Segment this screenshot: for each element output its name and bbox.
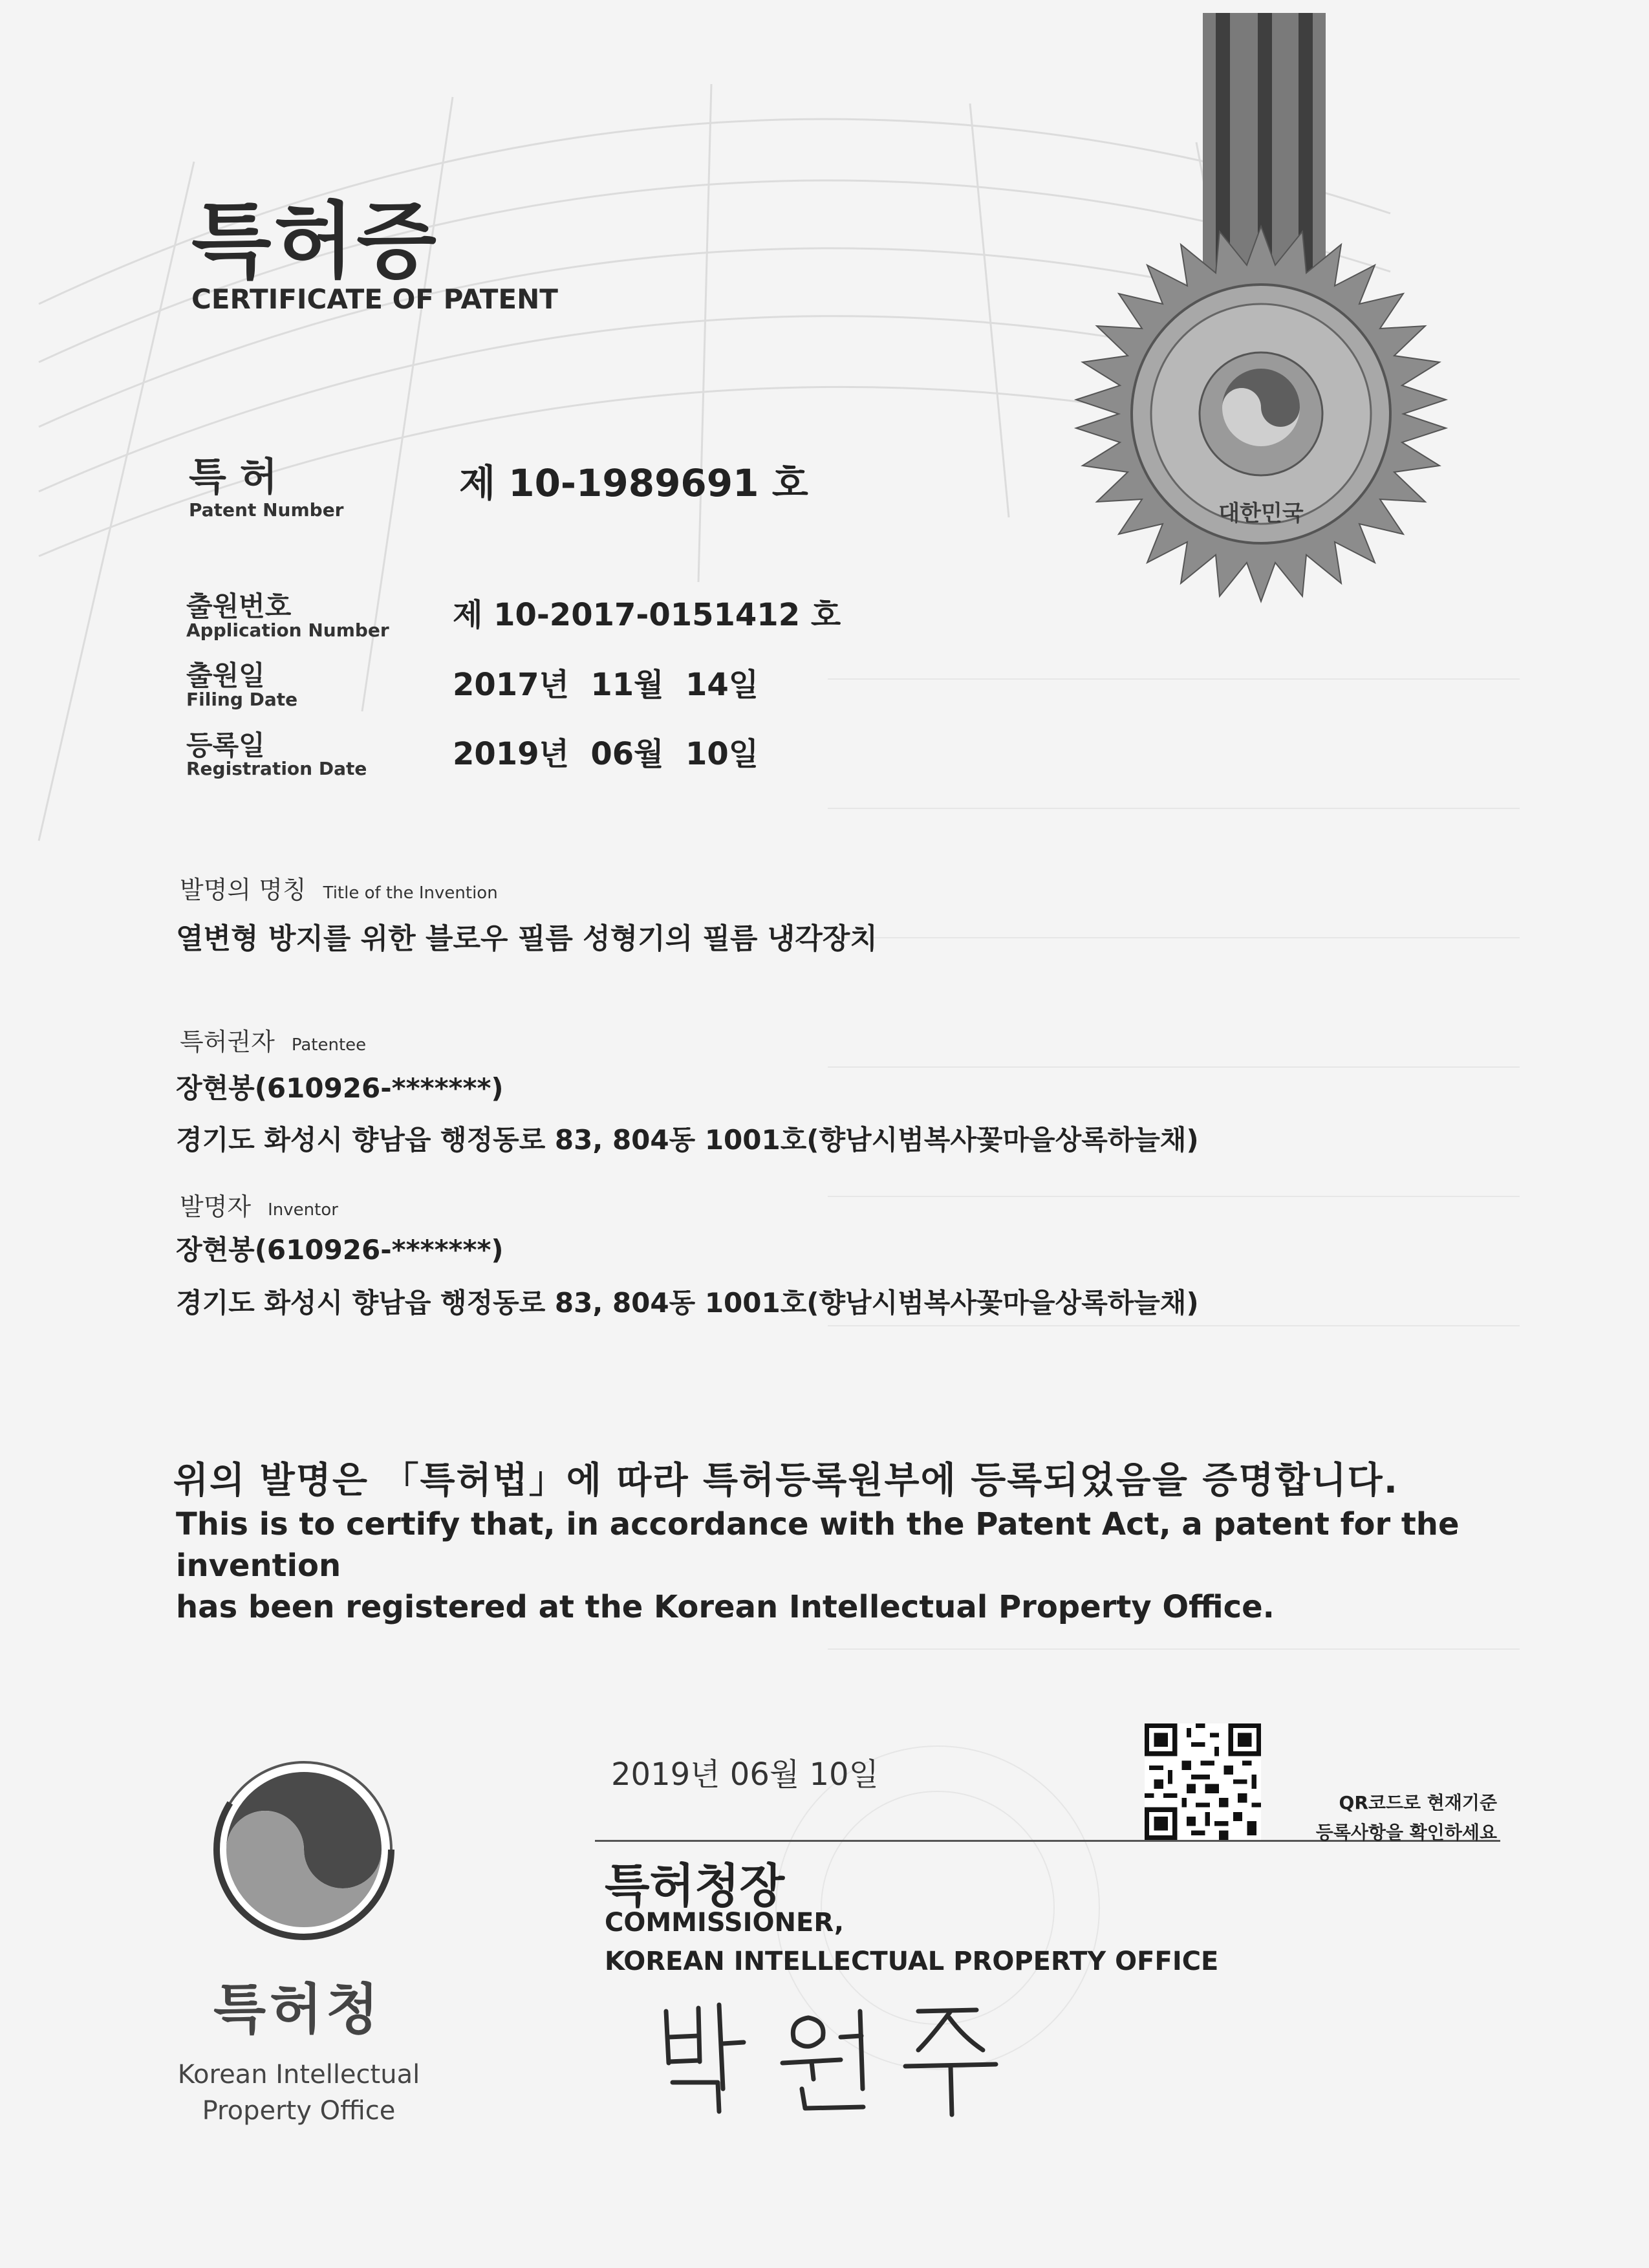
invention-label-ko: 발명의 명칭	[180, 876, 307, 904]
filing-date-value: 2017년 11월 14일	[453, 667, 759, 703]
certification-line-1: This is to certify that, in accordance with the Patent Act, a patent for the invention	[176, 1506, 1460, 1584]
kipo-name-en	[169, 2057, 428, 2129]
patentee-name: 장현봉(610926-*******)	[176, 1072, 504, 1104]
certification-statement-ko: 위의 발명은 「특허법」에 따라 특허등록원부에 등록되었음을 증명합니다.	[173, 1460, 1399, 1502]
certificate-title-en: CERTIFICATE OF PATENT	[191, 283, 558, 315]
qr-instruction	[1284, 1788, 1497, 1848]
filing-date-label-ko: 출원일	[186, 660, 265, 691]
official-seal	[1067, 13, 1455, 608]
invention-title-label	[180, 870, 498, 905]
kipo-name-en-line-2: Property Office	[202, 2096, 396, 2126]
certificate-title-ko: 특허증	[191, 193, 439, 290]
patentee-address: 경기도 화성시 향남읍 행정동로 83, 804동 1001호(향남시범복사꽃마을상록하늘채)	[176, 1124, 1199, 1156]
inventor-label-ko: 발명자	[180, 1193, 252, 1221]
patentee-label-en: Patentee	[291, 1035, 367, 1055]
registration-date-label-ko: 등록일	[186, 729, 265, 761]
kipo-emblem-icon	[213, 1759, 394, 1940]
kipo-name-ko: 특허청	[213, 1978, 383, 2041]
inventor-label	[180, 1187, 338, 1222]
invention-label-en: Title of the Invention	[323, 883, 498, 903]
application-number-label-en: Application Number	[186, 620, 389, 641]
filing-date-label-en: Filing Date	[186, 689, 298, 710]
commissioner-title-en-line-1: COMMISSIONER,	[605, 1908, 845, 1938]
patent-number-label-ko: 특 허	[189, 455, 277, 500]
registration-date-label-en: Registration Date	[186, 758, 367, 779]
patentee-label	[180, 1022, 366, 1057]
application-number-value: 제 10-2017-0151412 호	[453, 597, 841, 633]
issue-date: 2019년 06월 10일	[611, 1756, 879, 1793]
application-number-label-ko: 출원번호	[186, 590, 292, 622]
patent-number-value: 제 10-1989691 호	[459, 461, 808, 505]
seal-text: 대한민국	[1218, 501, 1304, 526]
qr-instruction-line-2: 등록사항을 확인하세요	[1315, 1822, 1497, 1843]
inventor-name: 장현봉(610926-*******)	[176, 1234, 504, 1266]
kipo-name-en-line-1: Korean Intellectual	[177, 2060, 420, 2090]
certification-statement-en	[176, 1504, 1521, 1628]
invention-title: 열변형 방지를 위한 블로우 필름 성형기의 필름 냉각장치	[176, 922, 878, 955]
certification-line-2: has been registered at the Korean Intellectual Property Office.	[176, 1589, 1275, 1625]
registration-date-value: 2019년 06월 10일	[453, 736, 759, 772]
qr-instruction-line-1: QR코드로 현재기준	[1339, 1792, 1497, 1813]
commissioner-title-en-line-2: KOREAN INTELLECTUAL PROPERTY OFFICE	[605, 1947, 1219, 1976]
qr-code[interactable]	[1145, 1723, 1261, 1840]
inventor-label-en: Inventor	[268, 1200, 338, 1220]
patentee-label-ko: 특허권자	[180, 1028, 275, 1056]
handwritten-signature	[647, 1992, 1048, 2121]
commissioner-title-ko: 특허청장	[605, 1859, 785, 1913]
patent-number-label-en: Patent Number	[189, 499, 344, 521]
inventor-address: 경기도 화성시 향남읍 행정동로 83, 804동 1001호(향남시범복사꽃마을상록하늘채)	[176, 1287, 1199, 1319]
